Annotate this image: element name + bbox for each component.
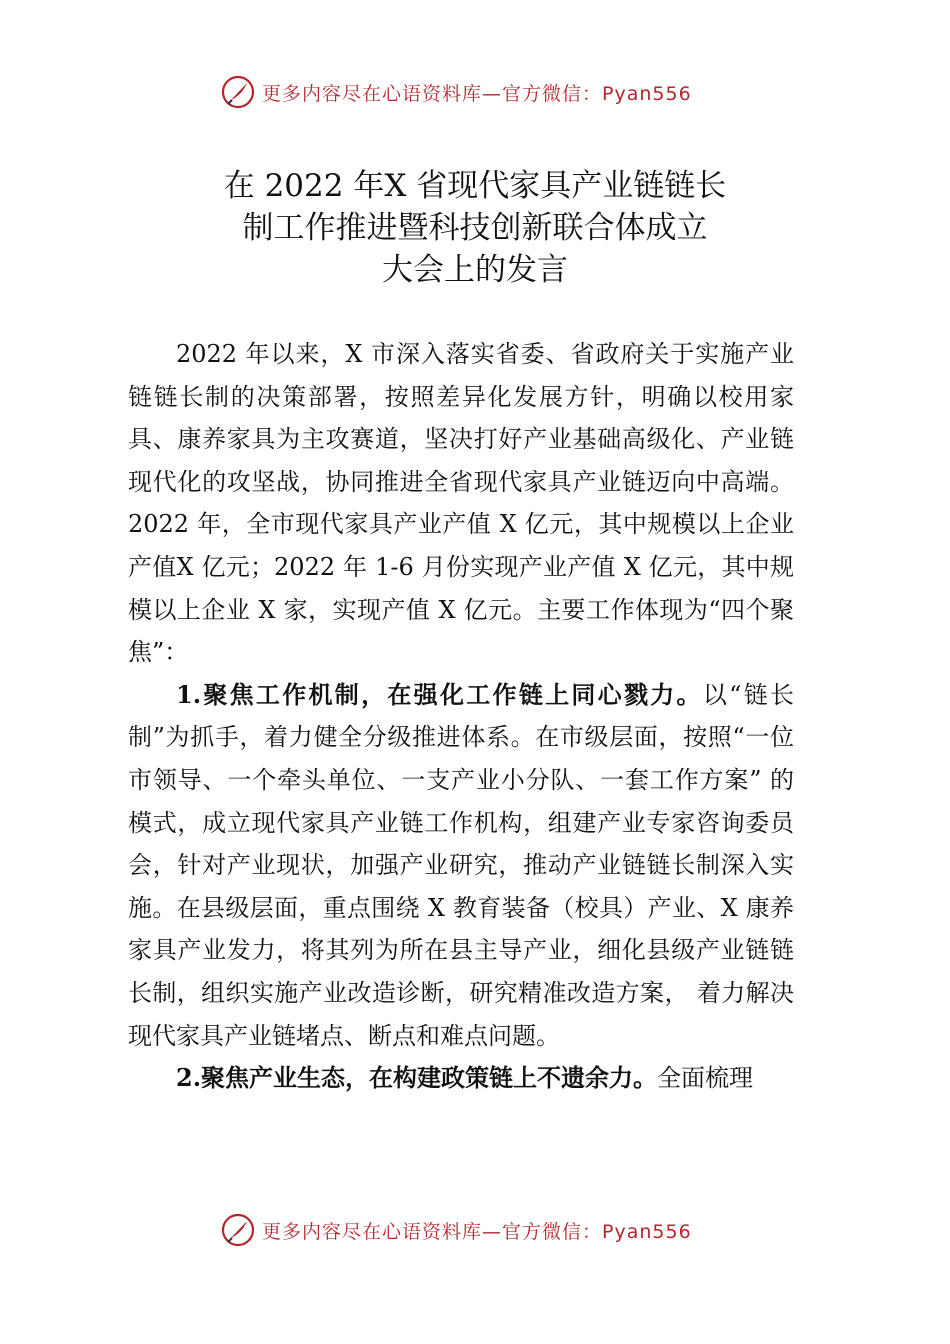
header-watermark-banner <box>220 72 692 112</box>
paragraph <box>128 674 794 1057</box>
paragraph <box>128 1057 794 1100</box>
title-line: 大会上的发言 <box>382 252 568 288</box>
title-line: 在 2022 年X 省现代家具产业链链长 <box>223 168 727 204</box>
watermark-text: 更多内容尽在心语资料库—官方微信：Pyan556 <box>262 1220 692 1243</box>
wechat-id: Pyan556 <box>602 82 692 105</box>
watermark-text: 更多内容尽在心语资料库—官方微信：Pyan556 <box>262 82 692 105</box>
wechat-id: Pyan556 <box>602 1220 692 1243</box>
paragraph <box>128 333 794 674</box>
paragraph-lead: 2.聚焦产业生态，在构建政策链上不遗余力。 <box>176 1063 658 1093</box>
document-body <box>128 333 794 1100</box>
footer-watermark-banner <box>220 1210 692 1250</box>
document-title <box>120 165 830 291</box>
paragraph-text: 以“链长制”为抓手，着力健全分级推进体系。在市级层面，按照“一位市领导、一个牵头单位、一支产业小分队、一套工作方案” 的模式，成立现代家具产业链工作机构，组建产业专家咨询委员会，针对产业现状，加强产业研究，推动产业链链长制深入实施。在县级层面，重点围绕 X 教育装备（校具）产业、X 康养家具产业发力，将其列为所在县主导产业，细化县级产业链链长制，组织实施产业改造诊断，研究精准改造方案， 着力解决现代家具产业链堵点、断点和难点问题。 <box>128 680 794 1050</box>
quill-pen-logo-icon <box>220 74 256 110</box>
paragraph-text: 全面梳理 <box>657 1064 754 1093</box>
paragraph-lead: 1.聚焦工作机制，在强化工作链上同心戮力。 <box>176 679 703 709</box>
quill-pen-logo-icon <box>220 1212 256 1248</box>
paragraph-text: 2022 年以来，X 市深入落实省委、省政府关于实施产业链链长制的决策部署，按照差异化发展方针，明确以校用家具、康养家具为主攻赛道，坚决打好产业基础高级化、产业链现代化的攻坚战，协同推进全省现代家具产业链迈向中高端。2022 年，全市现代家具产业产值 X 亿元，其中规模以上企业产值X 亿元；2022 年 1-6 月份实现产业产值 X 亿元，其中规模以上企业 X 家，实现产值 X 亿元。主要工作体现为“四个聚焦”： <box>128 340 794 667</box>
title-line: 制工作推进暨科技创新联合体成立 <box>242 210 708 246</box>
